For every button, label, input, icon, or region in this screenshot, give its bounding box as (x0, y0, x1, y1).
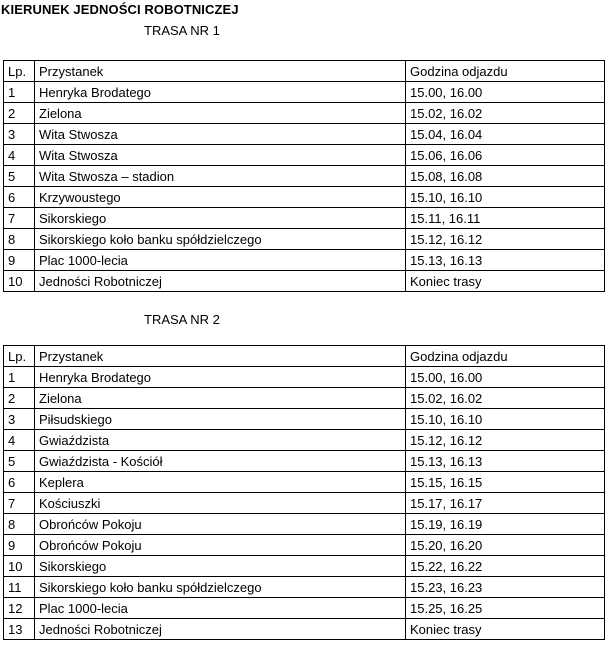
cell-stop-name: Keplera (35, 472, 406, 493)
table-row (4, 430, 605, 451)
table-row (4, 409, 605, 430)
cell-departure-time: 15.06, 16.06 (406, 145, 605, 166)
cell-lp: 9 (4, 535, 35, 556)
cell-lp: 6 (4, 472, 35, 493)
cell-departure-time: 15.19, 16.19 (406, 514, 605, 535)
table-row (4, 388, 605, 409)
cell-departure-time: 15.22, 16.22 (406, 556, 605, 577)
cell-stop-name: Krzywoustego (35, 187, 406, 208)
column-header-stop: Przystanek (35, 346, 406, 367)
column-header-time: Godzina odjazdu (406, 61, 605, 82)
cell-lp: 3 (4, 124, 35, 145)
cell-departure-time: 15.12, 16.12 (406, 430, 605, 451)
table-row (4, 619, 605, 640)
table-row (4, 514, 605, 535)
cell-stop-name: Wita Stwosza (35, 124, 406, 145)
cell-lp: 10 (4, 271, 35, 292)
cell-departure-time: 15.15, 16.15 (406, 472, 605, 493)
table-row (4, 598, 605, 619)
cell-stop-name: Wita Stwosza (35, 145, 406, 166)
cell-departure-time: 15.08, 16.08 (406, 166, 605, 187)
table-row (4, 493, 605, 514)
cell-stop-name: Plac 1000-lecia (35, 598, 406, 619)
cell-stop-name: Zielona (35, 103, 406, 124)
cell-stop-name: Henryka Brodatego (35, 367, 406, 388)
cell-departure-time: 15.17, 16.17 (406, 493, 605, 514)
table-row (4, 229, 605, 250)
cell-lp: 10 (4, 556, 35, 577)
cell-departure-time: 15.12, 16.12 (406, 229, 605, 250)
table-row (4, 271, 605, 292)
route-1-table (3, 60, 605, 292)
cell-departure-time: 15.02, 16.02 (406, 388, 605, 409)
cell-departure-time: 15.02, 16.02 (406, 103, 605, 124)
table-row (4, 124, 605, 145)
column-header-stop: Przystanek (35, 61, 406, 82)
table-header-row (4, 61, 605, 82)
cell-stop-name: Piłsudskiego (35, 409, 406, 430)
cell-stop-name: Obrońców Pokoju (35, 535, 406, 556)
cell-stop-name: Gwiaździsta - Kościół (35, 451, 406, 472)
cell-departure-time: 15.10, 16.10 (406, 187, 605, 208)
cell-lp: 8 (4, 514, 35, 535)
cell-stop-name: Sikorskiego koło banku spółdzielczego (35, 229, 406, 250)
cell-stop-name: Gwiaździsta (35, 430, 406, 451)
cell-lp: 1 (4, 82, 35, 103)
cell-stop-name: Jedności Robotniczej (35, 619, 406, 640)
table-header-row (4, 346, 605, 367)
cell-lp: 3 (4, 409, 35, 430)
cell-departure-time: 15.25, 16.25 (406, 598, 605, 619)
table-row (4, 103, 605, 124)
cell-lp: 7 (4, 493, 35, 514)
cell-stop-name: Wita Stwosza – stadion (35, 166, 406, 187)
cell-departure-time: 15.13, 16.13 (406, 451, 605, 472)
table-row (4, 472, 605, 493)
cell-stop-name: Jedności Robotniczej (35, 271, 406, 292)
table-row (4, 535, 605, 556)
cell-lp: 13 (4, 619, 35, 640)
cell-lp: 2 (4, 388, 35, 409)
cell-departure-time: 15.04, 16.04 (406, 124, 605, 145)
table-row (4, 187, 605, 208)
cell-stop-name: Sikorskiego (35, 556, 406, 577)
cell-departure-time: Koniec trasy (406, 619, 605, 640)
cell-stop-name: Obrońców Pokoju (35, 514, 406, 535)
cell-stop-name: Plac 1000-lecia (35, 250, 406, 271)
route-2-table (3, 345, 605, 640)
table-row (4, 208, 605, 229)
cell-lp: 8 (4, 229, 35, 250)
cell-lp: 9 (4, 250, 35, 271)
table-row (4, 166, 605, 187)
cell-departure-time: 15.13, 16.13 (406, 250, 605, 271)
route-2-title: TRASA NR 2 (144, 312, 220, 327)
cell-stop-name: Kościuszki (35, 493, 406, 514)
document-heading: KIERUNEK JEDNOŚCI ROBOTNICZEJ (1, 2, 239, 17)
cell-stop-name: Henryka Brodatego (35, 82, 406, 103)
table-row (4, 451, 605, 472)
cell-stop-name: Sikorskiego koło banku spółdzielczego (35, 577, 406, 598)
cell-departure-time: 15.10, 16.10 (406, 409, 605, 430)
cell-departure-time: Koniec trasy (406, 271, 605, 292)
cell-stop-name: Sikorskiego (35, 208, 406, 229)
cell-lp: 7 (4, 208, 35, 229)
cell-lp: 4 (4, 145, 35, 166)
table-row (4, 82, 605, 103)
table-row (4, 577, 605, 598)
cell-lp: 2 (4, 103, 35, 124)
cell-lp: 1 (4, 367, 35, 388)
cell-departure-time: 15.11, 16.11 (406, 208, 605, 229)
cell-departure-time: 15.00, 16.00 (406, 82, 605, 103)
cell-lp: 6 (4, 187, 35, 208)
cell-lp: 11 (4, 577, 35, 598)
cell-departure-time: 15.00, 16.00 (406, 367, 605, 388)
table-row (4, 556, 605, 577)
table-row (4, 367, 605, 388)
column-header-lp: Lp. (4, 346, 35, 367)
cell-lp: 4 (4, 430, 35, 451)
cell-lp: 12 (4, 598, 35, 619)
cell-departure-time: 15.20, 16.20 (406, 535, 605, 556)
column-header-time: Godzina odjazdu (406, 346, 605, 367)
cell-stop-name: Zielona (35, 388, 406, 409)
route-1-title: TRASA NR 1 (144, 23, 220, 38)
cell-departure-time: 15.23, 16.23 (406, 577, 605, 598)
column-header-lp: Lp. (4, 61, 35, 82)
cell-lp: 5 (4, 166, 35, 187)
cell-lp: 5 (4, 451, 35, 472)
table-row (4, 145, 605, 166)
table-row (4, 250, 605, 271)
